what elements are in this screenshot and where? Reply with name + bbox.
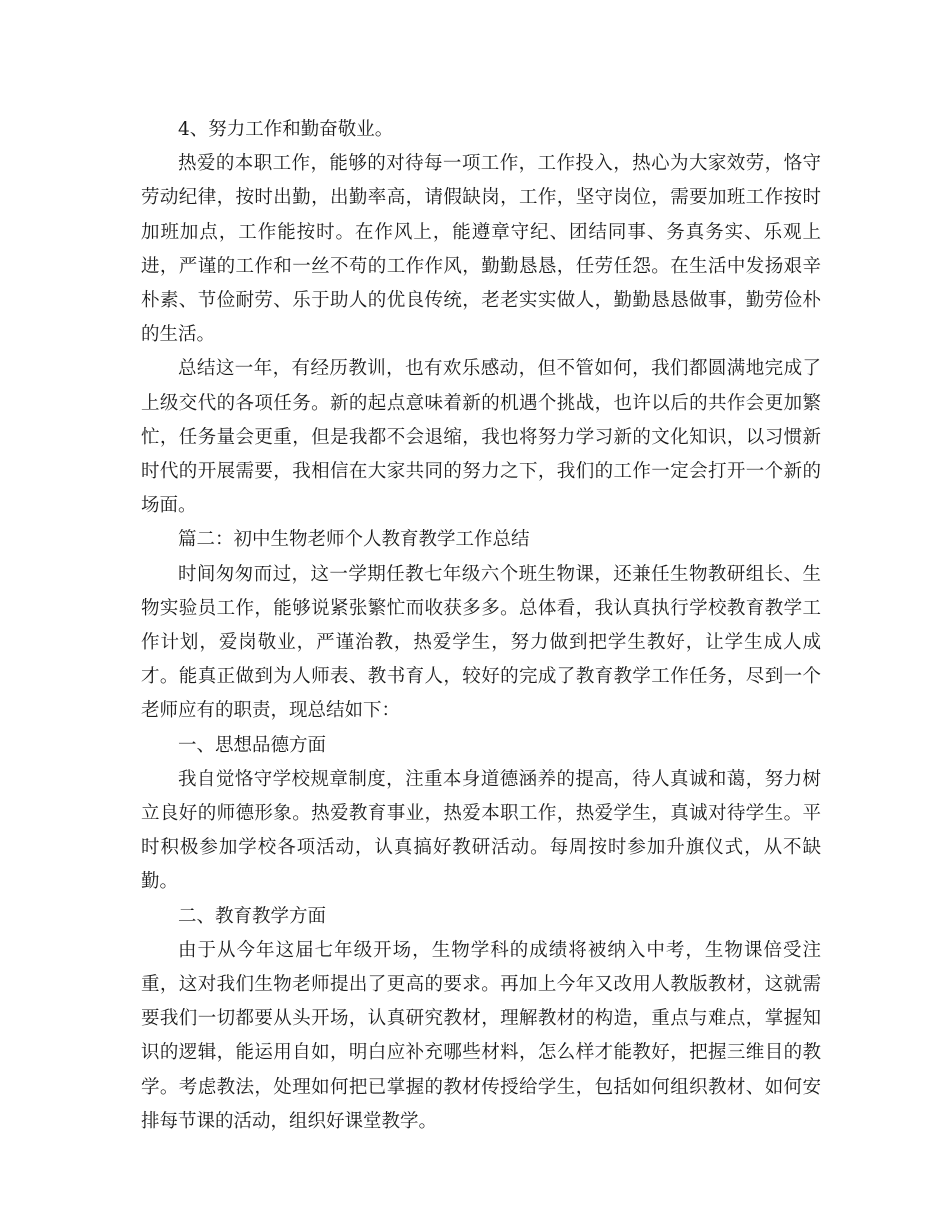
section-heading-ethics: 一、思想品德方面 xyxy=(178,734,327,756)
paragraph-ethics: 我自觉恪守学校规章制度，注重本身道德涵养的提高，待人真诚和蔼，努力树立良好的师德形象。热爱教育事业，热爱本职工作，热爱学生，真诚对待学生。平时积极参加学校各项活动，认真搞好教研活动。每周按时参加升旗仪式，从不缺勤。 xyxy=(141,768,821,893)
paragraph-year-summary: 总结这一年，有经历教训，也有欢乐感动，但不管如何，我们都圆满地完成了上级交代的各项任务。新的起点意味着新的机遇个挑战，也许以后的共作会更加繁忙，任务量会更重，但是我都不会退缩，我也将努力学习新的文化知识，以习惯新时代的开展需要，我相信在大家共同的努力之下，我们的工作一定会打开一个新的场面。 xyxy=(141,358,821,517)
section-heading-teaching: 二、教育教学方面 xyxy=(178,905,327,927)
paragraph-teaching: 由于从今年这届七年级开场，生物学科的成绩将被纳入中考，生物课倍受注重，这对我们生物老师提出了更高的要求。再加上今年又改用人教版教材，这就需要我们一切都要从头开场，认真研究教材，理解教材的构造，重点与难点，掌握知识的逻辑，能运用自如，明白应补充哪些材料，怎么样才能教好，把握三维目的教学。考虑教法，处理如何把已掌握的教材传授给学生，包括如何组织教材、如何安排每节课的活动，组织好课堂教学。 xyxy=(141,939,821,1132)
paragraph-semester-overview: 时间匆匆而过，这一学期任教七年级六个班生物课，还兼任生物教研组长、生物实验员工作，能够说紧张繁忙而收获多多。总体看，我认真执行学校教育教学工作计划，爱岗敬业，严谨治教，热爱学生，努力做到把学生教好，让学生成人成才。能真正做到为人师表、教书育人，较好的完成了教育教学工作任务，尽到一个老师应有的职责，现总结如下： xyxy=(141,563,821,722)
section-heading-4: 4、努力工作和勤奋敬业。 xyxy=(178,119,394,140)
document-body xyxy=(141,113,821,1139)
article-title-part-two: 篇二：初中生物老师个人教育教学工作总结 xyxy=(178,529,530,551)
paragraph-work-attitude: 热爱的本职工作，能够的对待每一项工作，工作投入，热心为大家效劳，恪守劳动纪律，按时出勤，出勤率高，请假缺岗，工作，坚守岗位，需要加班工作按时加班加点，工作能按时。在作风上，能遵章守纪、团结同事、务真务实、乐观上进，严谨的工作和一丝不苟的工作作风，勤勤恳恳，任劳任怨。在生活中发扬艰辛朴素、节俭耐劳、乐于助人的优良传统，老老实实做人，勤勤恳恳做事，勤劳俭朴的生活。 xyxy=(141,153,821,346)
